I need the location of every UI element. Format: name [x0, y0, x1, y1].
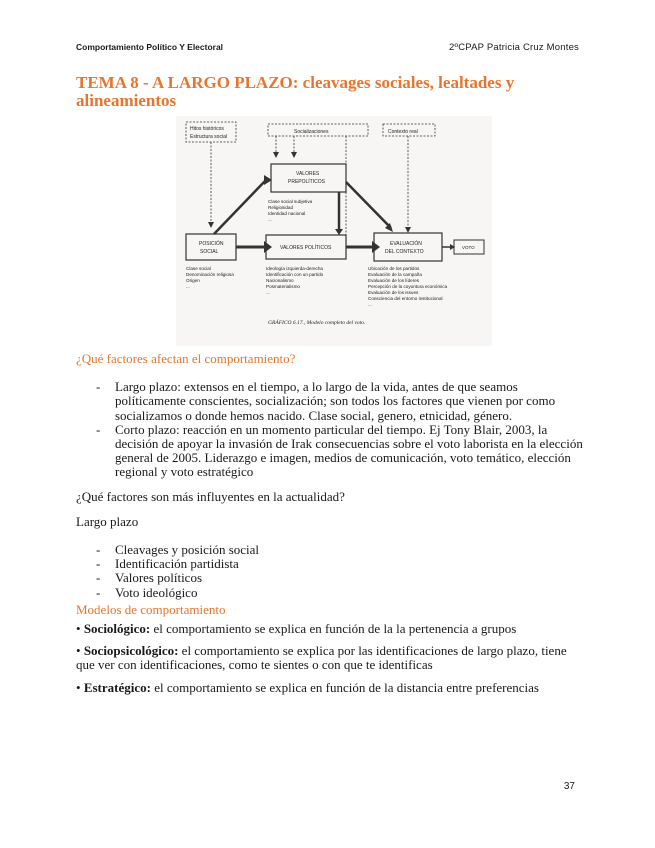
section-heading-factors: ¿Qué factores afectan el comportamiento?: [76, 351, 296, 366]
model-name: Estratégico:: [83, 679, 151, 695]
evaluacion-item: Ubicación de los partidos: [368, 266, 420, 271]
politicos-item: Identificación con un partido: [266, 272, 324, 277]
hitos-line2: Estructura social: [190, 134, 227, 140]
posicion-line1: POSICIÓN: [199, 241, 224, 247]
posicion-item: Denominación religiosa: [186, 272, 234, 277]
bullet-marker: •: [76, 643, 81, 659]
dash-marker: -: [96, 379, 101, 395]
hitos-line1: Hitos históricos: [190, 126, 224, 132]
list-item: [76, 571, 586, 585]
list-item-text: Corto plazo: reacción en un momento particular del tiempo. Ej Tony Blair, 2003, la decisión de apoyar la invasión de Irak consecuencias sobre el voto laborista en la elección general de 2005. Liderazgo e imagen, medios de comunicación, voto temático, elección regional y voto estratégico: [115, 421, 583, 480]
model-estrategico: [76, 681, 586, 695]
evaluacion-item: Evaluación de la campaña: [368, 272, 422, 277]
model-sociopsicologico: [76, 644, 586, 672]
bullet-marker: •: [76, 621, 81, 637]
question-influential: ¿Qué factores son más influyentes en la actualidad?: [76, 488, 345, 504]
model-name: Sociopsicológico:: [83, 643, 179, 659]
model-text: el comportamiento se explica por las identificaciones de largo plazo, tiene que ver con identificaciones, como te sientes o con que te identificas: [76, 643, 567, 673]
posicion-item: Clase social: [186, 266, 211, 271]
contexto-label: Contexto real: [388, 129, 418, 135]
evaluacion-item: Consciencia del entorno institucional: [368, 296, 443, 301]
list-item-text: Cleavages y posición social: [115, 542, 260, 558]
dash-marker: -: [96, 556, 101, 572]
prepoliticos-item: Identidad nacional: [268, 211, 306, 216]
list-item-text: Valores políticos: [115, 570, 203, 586]
politicos-item: Posmaterialismo: [266, 284, 300, 289]
model-text: el comportamiento se explica en función de la la pertenencia a grupos: [150, 621, 517, 637]
header-right: 2ºCPAP Patricia Cruz Montes: [449, 42, 579, 53]
dash-marker: -: [96, 421, 101, 437]
model-sociologico: [76, 622, 586, 636]
list-item: [76, 543, 586, 557]
list-item: [76, 423, 586, 480]
dash-marker: -: [96, 584, 101, 600]
main-content: [76, 352, 586, 695]
dash-marker: -: [96, 570, 101, 586]
model-text: el comportamiento se explica en función de la distancia entre preferencias: [150, 679, 539, 695]
prepoliticos-item: ...: [268, 217, 272, 222]
evaluacion-line2: DEL CONTEXTO: [385, 249, 424, 255]
model-name: Sociológico:: [83, 621, 151, 637]
page-title: TEMA 8 - A LARGO PLAZO: cleavages sociales, lealtades y alineamientos: [76, 73, 515, 110]
evaluacion-item: Evaluación de los líderes: [368, 278, 420, 283]
prepoliticos-item: Clase social subjetiva: [268, 199, 313, 204]
list-item-text: Identificación partidista: [115, 556, 239, 572]
header-left: Comportamiento Político Y Electoral: [76, 42, 224, 52]
valores-politicos-label: VALORES POLÍTICOS: [280, 245, 332, 251]
list-item: [76, 557, 586, 571]
prepoliticos-line1: VALORES: [296, 171, 320, 177]
section-heading-models: Modelos de comportamiento: [76, 601, 226, 617]
vote-model-diagram: [176, 116, 492, 346]
prepoliticos-line2: PREPOLÍTICOS: [288, 179, 325, 185]
politicos-item: ...: [266, 290, 270, 295]
list-item: [76, 586, 586, 600]
voto-label: VOTO: [462, 245, 475, 250]
diagram-caption: GRÁFICO 6.17., Modelo completo del voto.: [268, 320, 366, 326]
politicos-item: Nacionalismo: [266, 278, 294, 283]
page-number: 37: [563, 781, 575, 792]
list-item-text: Voto ideológico: [115, 584, 198, 600]
politicos-item: Ideología izquierda-derecha: [266, 266, 323, 271]
posicion-line2: SOCIAL: [200, 249, 219, 255]
evaluacion-item: Percepción de la coyuntura económica: [368, 284, 448, 289]
list-item: [76, 380, 586, 423]
list-item-text: Largo plazo: extensos en el tiempo, a lo largo de la vida, antes de que seamos políticamente conscientes, socialización; son todos los factores que vienen por como socializamos o donde hemos nacido. Clase social, genero, etnicidad, género.: [115, 379, 556, 423]
largo-plazo-label: Largo plazo: [76, 513, 139, 529]
diagram-background: [176, 116, 492, 346]
evaluacion-line1: EVALUACIÓN: [390, 241, 422, 247]
prepoliticos-item: Religiosidad: [268, 205, 294, 210]
bullet-marker: •: [76, 679, 81, 695]
evaluacion-item: ...: [368, 302, 372, 307]
socializaciones-label: Socializaciones: [294, 129, 329, 135]
dash-marker: -: [96, 542, 101, 558]
posicion-item: Origen: [186, 278, 200, 283]
long-term-list: [76, 543, 586, 600]
evaluacion-item: Evaluación de los issues: [368, 290, 419, 295]
posicion-item: ...: [186, 284, 190, 289]
factor-list: [76, 380, 586, 479]
